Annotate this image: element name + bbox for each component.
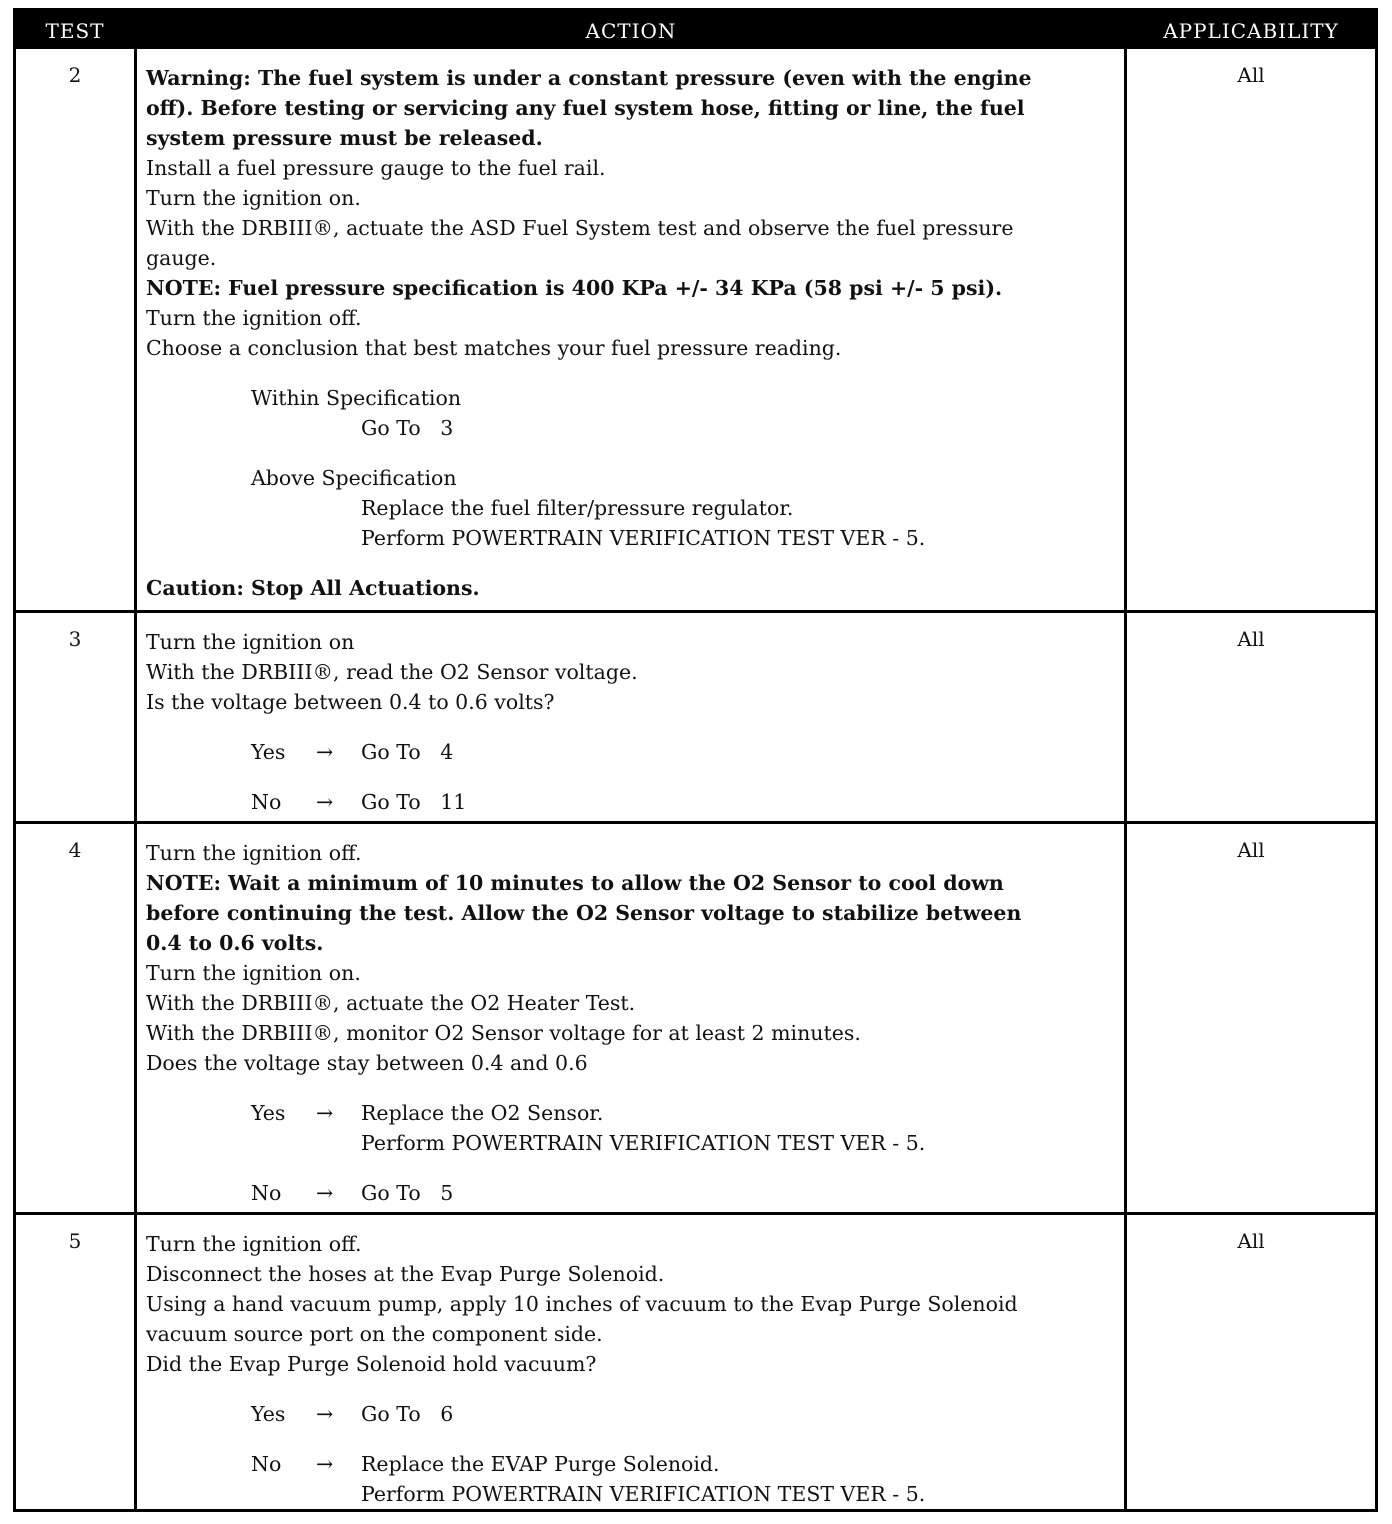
header-action: ACTION <box>585 19 677 43</box>
answer-key: No <box>251 1181 282 1205</box>
answer-key: Yes <box>251 740 286 764</box>
diagnostic-table <box>13 8 1378 1512</box>
table-header <box>16 11 1375 49</box>
applicability-value: All <box>1237 1229 1265 1253</box>
answer-step: Go To 4 <box>361 740 454 764</box>
answer-option <box>146 787 1126 817</box>
answer-key: No <box>251 1452 282 1476</box>
answer-key: Yes <box>251 1101 286 1125</box>
answer-option <box>146 1098 1126 1128</box>
step-text: Choose a conclusion that best matches your fuel pressure reading. <box>146 336 842 360</box>
action-cell <box>146 627 1126 817</box>
arrow-icon: → <box>316 1181 334 1205</box>
answer-option <box>146 1399 1126 1429</box>
answer-step: Go To 11 <box>361 790 467 814</box>
step-text: Using a hand vacuum pump, apply 10 inches of vacuum to the Evap Purge Solenoid <box>146 1292 1018 1316</box>
arrow-icon: → <box>316 1101 334 1125</box>
table-row <box>16 824 1375 1212</box>
action-cell <box>146 63 1126 603</box>
step-text: Install a fuel pressure gauge to the fuel rail. <box>146 156 606 180</box>
test-number: 5 <box>68 1229 82 1253</box>
test-number: 2 <box>68 63 82 87</box>
table-row <box>16 49 1375 611</box>
step-text: With the DRBIII®, actuate the O2 Heater Test. <box>146 991 636 1015</box>
arrow-icon: → <box>316 1402 334 1426</box>
header-test: TEST <box>45 19 105 43</box>
warning-text: Warning: The fuel system is under a constant pressure (even with the engine <box>146 66 1032 90</box>
answer-key: No <box>251 790 282 814</box>
result-label: Above Specification <box>251 466 457 490</box>
warning-text: off). Before testing or servicing any fuel system hose, fitting or line, the fuel <box>146 96 1025 120</box>
step-text: Disconnect the hoses at the Evap Purge Solenoid. <box>146 1262 665 1286</box>
table-row <box>16 1215 1375 1509</box>
step-text: With the DRBIII®, actuate the ASD Fuel System test and observe the fuel pressure <box>146 216 1014 240</box>
step-text: Turn the ignition off. <box>146 306 362 330</box>
applicability-value: All <box>1237 838 1265 862</box>
answer-key: Yes <box>251 1402 286 1426</box>
question-text: Does the voltage stay between 0.4 and 0.6 <box>146 1051 588 1075</box>
answer-step: Perform POWERTRAIN VERIFICATION TEST VER - 5. <box>361 1482 926 1506</box>
step-text: Turn the ignition off. <box>146 1232 362 1256</box>
result-step: Perform POWERTRAIN VERIFICATION TEST VER - 5. <box>361 526 926 550</box>
step-text: With the DRBIII®, monitor O2 Sensor voltage for at least 2 minutes. <box>146 1021 861 1045</box>
caution-text: Caution: Stop All Actuations. <box>146 576 480 600</box>
answer-option <box>146 1178 1126 1208</box>
test-number: 4 <box>68 838 82 862</box>
answer-step: Go To 6 <box>361 1402 454 1426</box>
answer-step: Replace the EVAP Purge Solenoid. <box>361 1452 720 1476</box>
question-text: Did the Evap Purge Solenoid hold vacuum? <box>146 1352 597 1376</box>
answer-step: Go To 5 <box>361 1181 454 1205</box>
warning-text: system pressure must be released. <box>146 126 543 150</box>
answer-option <box>146 1449 1126 1479</box>
result-label: Within Specification <box>251 386 462 410</box>
header-applicability: APPLICABILITY <box>1163 19 1339 43</box>
step-text: Turn the ignition on <box>146 630 355 654</box>
applicability-value: All <box>1237 627 1265 651</box>
arrow-icon: → <box>316 1452 334 1476</box>
answer-option <box>146 737 1126 767</box>
step-text: Turn the ignition on. <box>146 961 361 985</box>
note-text: before continuing the test. Allow the O2 Sensor voltage to stabilize between <box>146 901 1022 925</box>
arrow-icon: → <box>316 790 334 814</box>
result-step: Replace the fuel filter/pressure regulator. <box>361 496 794 520</box>
applicability-value: All <box>1237 63 1265 87</box>
answer-step: Replace the O2 Sensor. <box>361 1101 604 1125</box>
step-text: With the DRBIII®, read the O2 Sensor voltage. <box>146 660 638 684</box>
test-number: 3 <box>68 627 82 651</box>
answer-step: Perform POWERTRAIN VERIFICATION TEST VER - 5. <box>361 1131 926 1155</box>
arrow-icon: → <box>316 740 334 764</box>
step-text: gauge. <box>146 246 217 270</box>
step-text: vacuum source port on the component side. <box>146 1322 603 1346</box>
note-text: NOTE: Fuel pressure specification is 400 KPa +/- 34 KPa (58 psi +/- 5 psi). <box>146 276 1003 300</box>
step-text: Turn the ignition on. <box>146 186 361 210</box>
action-cell <box>146 1229 1126 1509</box>
action-cell <box>146 838 1126 1208</box>
question-text: Is the voltage between 0.4 to 0.6 volts? <box>146 690 555 714</box>
step-text: Turn the ignition off. <box>146 841 362 865</box>
result-step: Go To 3 <box>361 416 454 440</box>
note-text: 0.4 to 0.6 volts. <box>146 931 324 955</box>
table-row <box>16 613 1375 821</box>
note-text: NOTE: Wait a minimum of 10 minutes to allow the O2 Sensor to cool down <box>146 871 1004 895</box>
